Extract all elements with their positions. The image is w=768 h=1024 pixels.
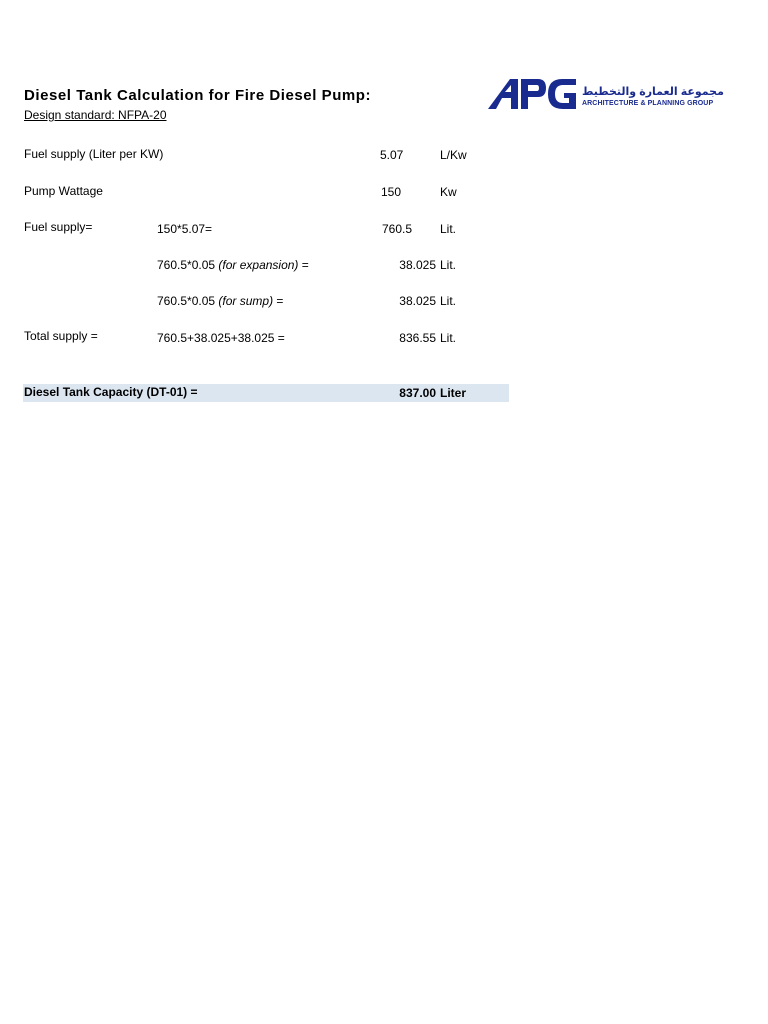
pump-wattage-value: 150 bbox=[381, 185, 402, 199]
fuel-supply-value: 760.5 bbox=[381, 222, 412, 236]
total-supply-label: Total supply = bbox=[24, 329, 98, 343]
expansion-formula-equals: = bbox=[298, 258, 309, 272]
expansion-formula-note: (for expansion) bbox=[218, 258, 299, 272]
tank-capacity-label: Diesel Tank Capacity (DT-01) = bbox=[24, 385, 198, 399]
total-supply-formula: 760.5+38.025+38.025 = bbox=[157, 331, 285, 345]
expansion-value: 38.025 bbox=[399, 258, 436, 272]
design-standard: Design standard: NFPA-20 bbox=[24, 108, 167, 122]
expansion-formula-calc: 760.5*0.05 bbox=[157, 258, 219, 272]
sump-formula-calc: 760.5*0.05 bbox=[157, 294, 219, 308]
expansion-formula bbox=[157, 258, 309, 272]
logo-english-text: ARCHITECTURE & PLANNING GROUP bbox=[582, 100, 714, 107]
logo-arabic-text: مجموعة العمارة والتخطيط bbox=[582, 86, 724, 98]
page-title: Diesel Tank Calculation for Fire Diesel Pump: bbox=[24, 87, 372, 104]
fuel-rate-label: Fuel supply (Liter per KW) bbox=[24, 147, 164, 161]
tank-capacity-value: 837.00 bbox=[399, 386, 436, 400]
fuel-supply-formula: 150*5.07= bbox=[157, 222, 213, 236]
expansion-unit: Lit. bbox=[440, 258, 457, 272]
sump-formula bbox=[157, 294, 283, 308]
apg-logo-mark-icon bbox=[488, 76, 580, 112]
sump-unit: Lit. bbox=[440, 294, 457, 308]
sump-formula-note: (for sump) bbox=[218, 294, 274, 308]
fuel-rate-value: 5.07 bbox=[380, 148, 404, 162]
fuel-rate-unit: L/Kw bbox=[440, 148, 467, 162]
fuel-supply-label: Fuel supply= bbox=[24, 220, 93, 234]
total-supply-unit: Lit. bbox=[440, 331, 457, 345]
total-supply-value: 836.55 bbox=[399, 331, 436, 345]
fuel-supply-unit: Lit. bbox=[440, 222, 457, 236]
pump-wattage-unit: Kw bbox=[440, 185, 457, 199]
sump-value: 38.025 bbox=[399, 294, 436, 308]
pump-wattage-label: Pump Wattage bbox=[24, 184, 103, 198]
tank-capacity-unit: Liter bbox=[440, 386, 467, 400]
sump-formula-equals: = bbox=[273, 294, 284, 308]
